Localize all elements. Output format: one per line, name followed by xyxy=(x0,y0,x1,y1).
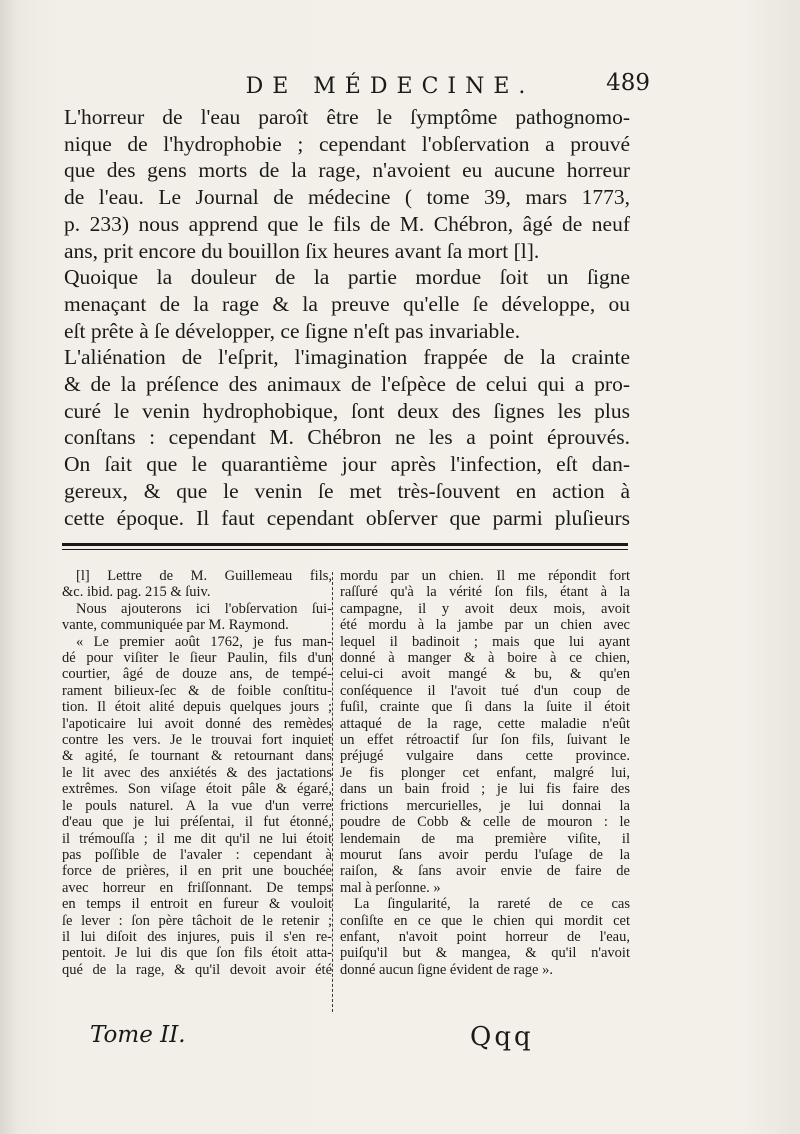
note-line: attaqué de la rage, cette maladie n'eût xyxy=(340,715,630,732)
note-line: mal à perſonne. » xyxy=(340,879,441,896)
note-line: extrêmes. Son viſage étoit pâle & égaré, xyxy=(62,781,332,798)
text-line: Quoique la douleur de la partie mordue ſoit un ſigne xyxy=(64,265,630,290)
note-line: un effet rétroactif ſur ſon fils, ſuivant le xyxy=(340,732,630,749)
note-line: mordu par un chien. Il me répondit fort xyxy=(340,568,630,584)
note-line: contre les vers. Je le trouvai fort inquiet xyxy=(62,732,332,749)
text-line: menaçant de la rage & la preuve qu'elle ſe développe, ou xyxy=(64,291,630,316)
note-line: vante, communiquée par M. Raymond. xyxy=(62,617,289,634)
note-line: La ſingularité, la rareté de ce cas xyxy=(354,896,630,913)
note-line: enfant, n'avoit point horreur de l'eau, xyxy=(340,928,630,945)
signature-mark: Qqq xyxy=(470,1022,534,1052)
note-line: [l] Lettre de M. Guillemeau fils, xyxy=(76,568,332,584)
note-line: dans un bain froid ; je lui fis faire des xyxy=(340,781,630,798)
note-line: mourut ſans avoir perdu l'uſage de la xyxy=(340,846,630,863)
text-line: ans, prit encore du bouillon ſix heures avant ſa mort [l]. xyxy=(64,238,540,263)
note-line: préjugé vulgaire dans cette province. xyxy=(340,748,630,765)
note-line: Nous ajouterons ici l'obſervation ſui- xyxy=(76,600,332,617)
note-line: l'apoticaire lui avoit donné des remèdes xyxy=(62,715,332,732)
text-line: curé le venin hydrophobique, ſont deux des ſignes les plus xyxy=(64,398,630,423)
note-line: tion. Il étoit alité depuis quelques jours ; xyxy=(62,699,332,716)
volume-label: Tome II. xyxy=(90,1022,186,1048)
main-text xyxy=(64,104,630,531)
note-line: rament bilieux-ſec & de foible conſtitu- xyxy=(62,682,332,699)
text-line: conſtans : cependant M. Chébron ne les a point éprouvés. xyxy=(64,425,630,450)
note-line: poudre de Cobb & celle de mouron : le xyxy=(340,814,630,831)
note-line: conſiſte en ce que le chien qui mordit cet xyxy=(340,912,630,929)
note-line: puiſqu'il but & mangea, & qu'il n'avoit xyxy=(340,945,630,962)
note-line: avec horreur en friſſonnant. De temps xyxy=(62,879,332,896)
text-line: p. 233) nous apprend que le fils de M. Chébron, âgé de neuf xyxy=(64,211,630,236)
note-line: qué de la rage, & qu'il devoit avoir été xyxy=(62,961,332,978)
page-number: 489 xyxy=(606,70,650,96)
note-line: il lui diſoit des injures, puis il s'en re- xyxy=(62,928,332,945)
note-line: pas poſſible de l'avaler : cependant à xyxy=(62,846,332,863)
footnote-rule-thin xyxy=(62,549,628,550)
footnotes xyxy=(62,568,630,1028)
note-line: &c. ibid. pag. 215 & ſuiv. xyxy=(62,584,211,601)
note-line: il trémouſſa ; il me dit qu'il ne lui étoit xyxy=(62,830,332,847)
text-line: & de la préſence des animaux de l'eſpèce de celui qui a pro- xyxy=(64,372,630,397)
text-line: que des gens morts de la rage, n'avoient eu aucune horreur xyxy=(64,158,630,183)
note-line: force de prières, il en prit une bouchée xyxy=(62,863,332,880)
note-line: lequel il badinoit ; mais que lui ayant xyxy=(340,633,630,650)
text-line: de l'eau. Le Journal de médecine ( tome 39, mars 1773, xyxy=(64,185,630,210)
footnote-rule xyxy=(62,543,628,546)
note-line: ſe lever : ſon père tâchoit de le retenir ; xyxy=(62,912,332,929)
note-line: Je fis plonger cet enfant, malgré lui, xyxy=(340,764,630,781)
note-line: le lit avec des anxiétés & des jactations xyxy=(62,764,332,781)
running-head: DE MÉDECINE. xyxy=(245,74,535,99)
text-line: gereux, & que le venin ſe met très-ſouvent en action à xyxy=(64,478,630,503)
note-line: d'eau que je lui préſentai, il fut étonné, xyxy=(62,814,332,831)
note-line: raſſuré qu'à la vérité ſon fils, étant à la xyxy=(340,584,630,601)
note-line: & agité, ſe tournant & retournant dans xyxy=(62,748,332,765)
note-line: dé pour viſiter le ſieur Paulin, fils d'un xyxy=(62,650,332,667)
note-line: conſéquence il l'avoit tué d'un coup de xyxy=(340,682,630,699)
note-line: en temps il entroit en fureur & vouloit xyxy=(62,896,332,913)
column-divider xyxy=(332,572,333,1012)
note-line: fuſil, crainte que ſi dans la ſuite il étoit xyxy=(340,699,630,716)
note-line: lendemain de ma première viſite, il xyxy=(340,830,630,847)
text-line: L'horreur de l'eau paroît être le ſymptôme pathognomo- xyxy=(64,105,630,129)
note-line: celui-ci avoit mangé & bu, & qu'en xyxy=(340,666,630,683)
note-line: campagne, il y avoit deux mois, avoit xyxy=(340,600,630,617)
note-line: été mordu à la jambe par un chien avec xyxy=(340,617,630,634)
footnote-column-left xyxy=(62,568,332,978)
note-line: le pouls naturel. A la vue d'un verre xyxy=(62,797,332,814)
note-line: courtier, âgé de douze ans, de tempé- xyxy=(62,666,332,683)
note-line: frictions mercurielles, je lui donnai la xyxy=(340,797,630,814)
text-line: cette époque. Il faut cependant obſerver que parmi pluſieurs xyxy=(64,505,630,530)
text-line: eſt prête à ſe développer, ce ſigne n'eſt pas invariable. xyxy=(64,318,521,343)
note-line: « Le premier août 1762, je fus man- xyxy=(76,633,332,650)
text-line: nique de l'hydrophobie ; cependant l'obſervation a prouvé xyxy=(64,131,630,156)
text-line: On ſait que le quarantième jour après l'infection, eſt dan- xyxy=(64,452,630,477)
text-line: L'aliénation de l'eſprit, l'imagination frappée de la crainte xyxy=(64,345,630,370)
note-line: donné à manger & à boire à ce chien, xyxy=(340,650,630,667)
footnote-column-right xyxy=(340,568,630,978)
note-line: raiſon, & ſans avoir envie de faire de xyxy=(340,863,630,880)
note-line: pentoit. Je lui dis que ſon fils étoit atta- xyxy=(62,945,332,962)
note-line: donné aucun ſigne évident de rage ». xyxy=(340,961,553,978)
